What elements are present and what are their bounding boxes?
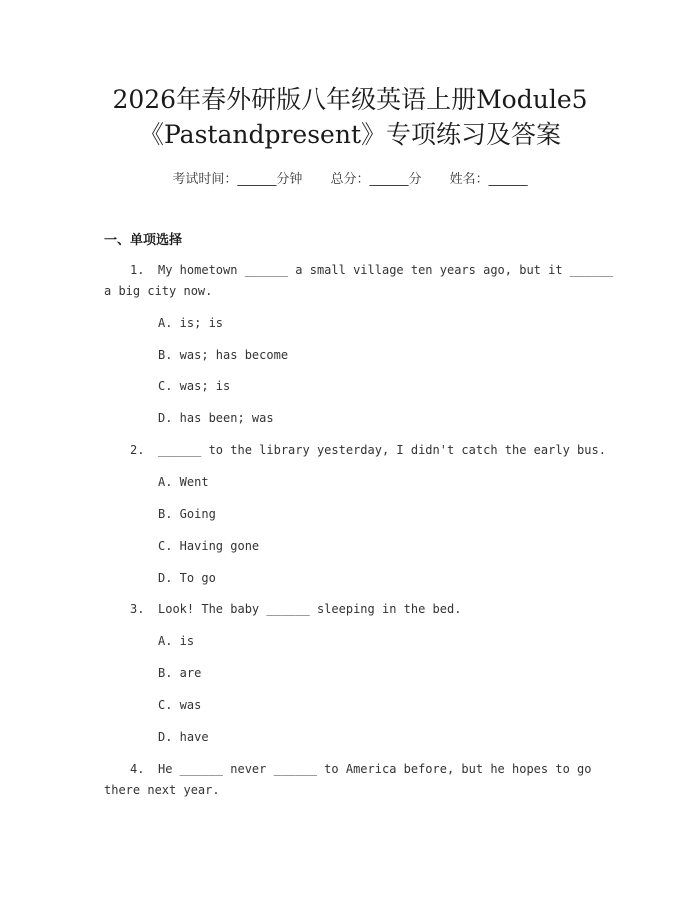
question-2-number: 2. — [130, 443, 145, 457]
question-3-text: Look! The baby ______ sleeping in the bed. — [158, 602, 462, 616]
question-3-option-c[interactable]: C. was — [158, 698, 202, 712]
question-3-option-d[interactable]: D. have — [158, 730, 209, 744]
question-2-text: ______ to the library yesterday, I didn't catch the early bus. — [158, 443, 606, 457]
question-3-option-a[interactable]: A. is — [158, 634, 195, 648]
question-1-option-c[interactable]: C. was; is — [158, 379, 231, 393]
question-3-option-b[interactable]: B. are — [158, 666, 202, 680]
question-2-option-b[interactable]: B. Going — [158, 507, 216, 521]
question-2-option-d[interactable]: D. To go — [158, 571, 216, 585]
question-1-text-continued: a big city now. — [104, 284, 213, 298]
question-1-option-b[interactable]: B. was; has become — [158, 348, 289, 362]
question-2-option-a[interactable]: A. Went — [158, 475, 209, 489]
question-1-option-a[interactable]: A. is; is — [158, 316, 224, 330]
question-4-text: He ______ never ______ to America before, but he hopes to go — [158, 762, 592, 776]
question-4-text-continued: there next year. — [104, 783, 220, 797]
question-4-number: 4. — [130, 762, 145, 776]
question-1-text: My hometown ______ a small village ten years ago, but it ______ — [158, 263, 614, 277]
question-1-number: 1. — [130, 263, 145, 277]
student-name-field: 姓名：______ — [449, 172, 528, 187]
question-3-number: 3. — [130, 602, 145, 616]
section-heading: 一、单项选择 — [104, 233, 183, 248]
question-1-option-d[interactable]: D. has been; was — [158, 411, 274, 425]
total-score-field: 总分：______分 — [330, 172, 422, 187]
document-title-line2: 《Pastandpresent》专项练习及答案 — [138, 120, 561, 149]
exam-meta — [0, 168, 700, 187]
question-2-option-c[interactable]: C. Having gone — [158, 539, 260, 553]
exam-time-field: 考试时间：______分钟 — [172, 172, 303, 187]
document-title-line1: 2026年春外研版八年级英语上册Module5 — [112, 85, 588, 114]
